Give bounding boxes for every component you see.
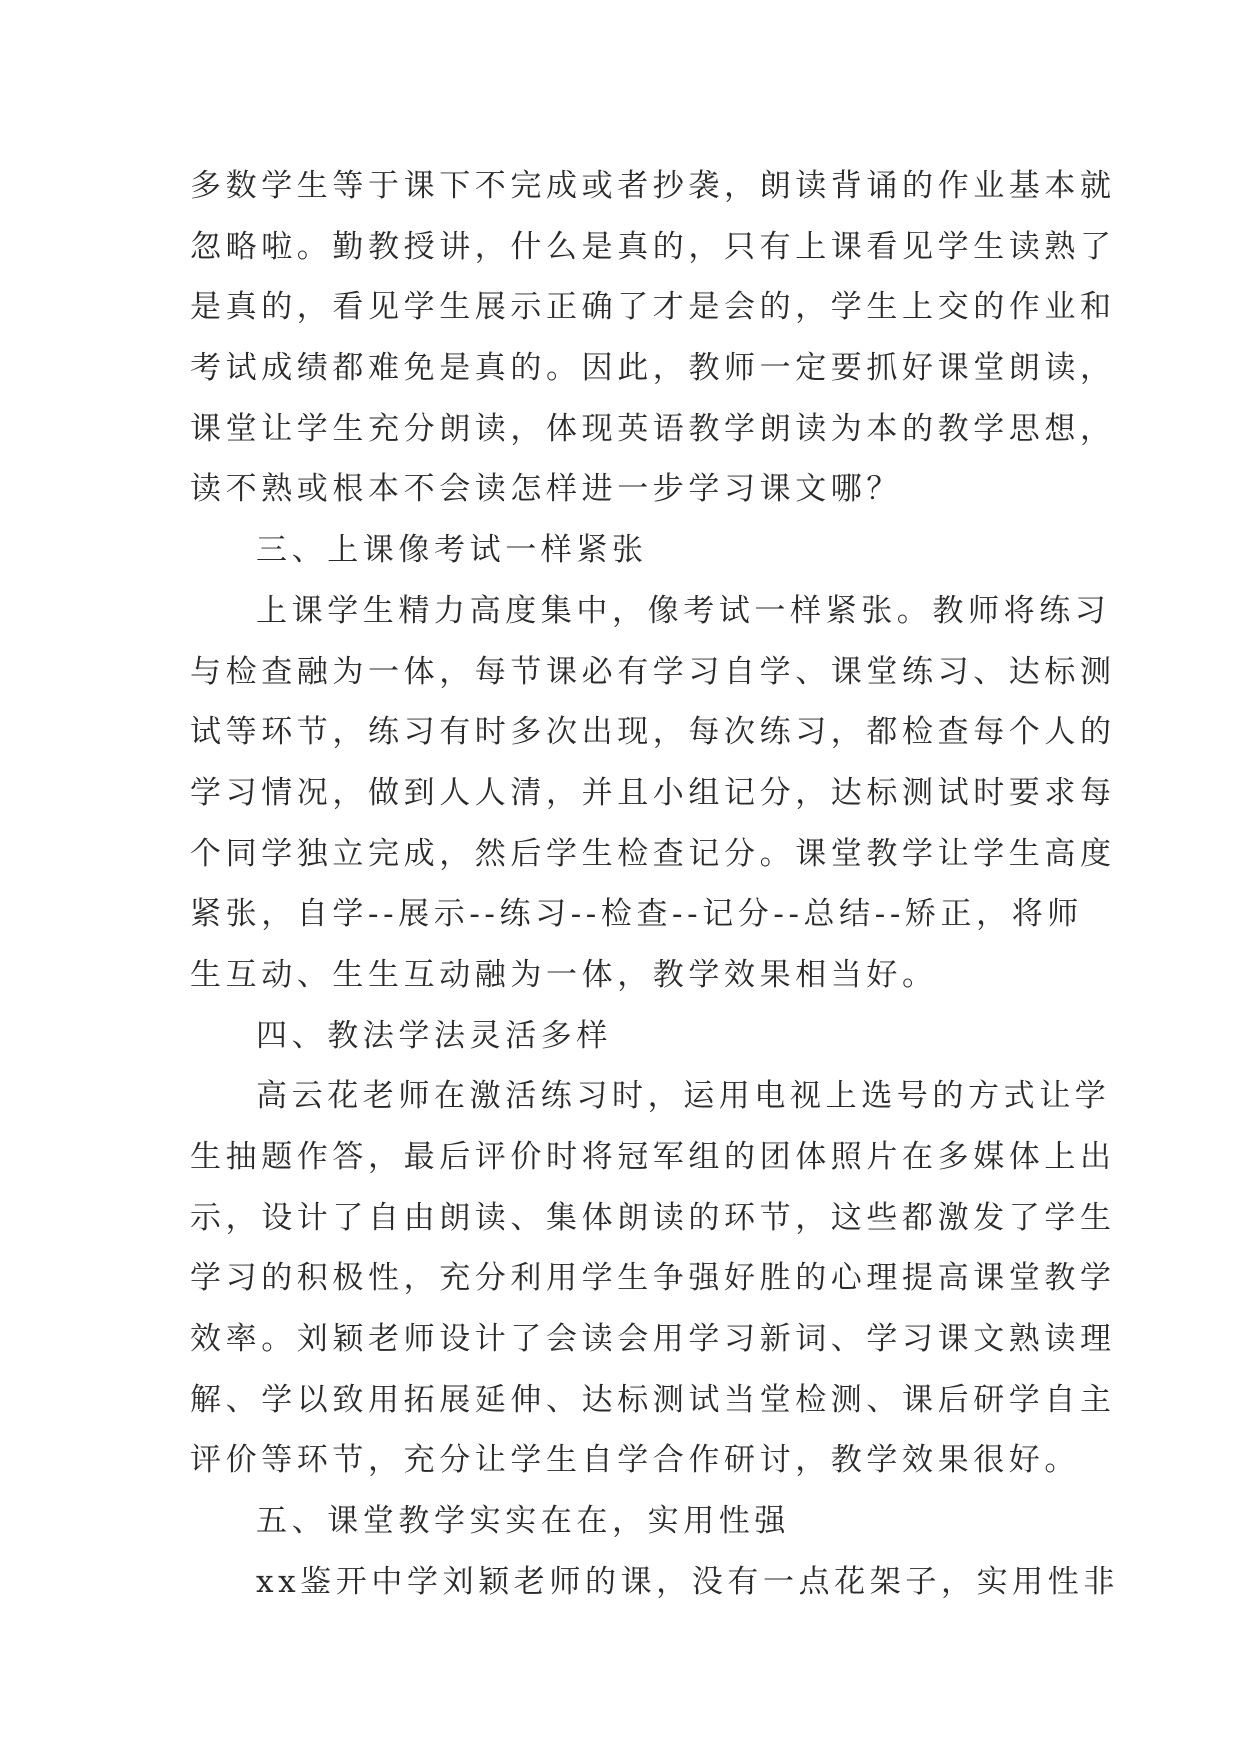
- text-line: 五、课堂教学实实在在，实用性强: [256, 1503, 790, 1540]
- text-line: 解、学以致用拓展延伸、达标测试当堂检测、课后研学自主: [190, 1381, 1116, 1418]
- text-line: 课堂让学生充分朗读，体现英语教学朗读为本的教学思想，: [190, 410, 1116, 447]
- text-line: 试等环节，练习有时多次出现，每次练习，都检查每个人的: [190, 714, 1116, 751]
- text-line: 生互动、生生互动融为一体，教学效果相当好。: [190, 956, 938, 993]
- text-line: 学习情况，做到人人清，并且小组记分，达标测试时要求每: [190, 774, 1116, 811]
- text-line: 高云花老师在激活练习时，运用电视上选号的方式让学: [256, 1078, 1111, 1115]
- text-line: 紧张，自学--展示--练习--检查--记分--总结--矫正，将师: [190, 896, 1083, 933]
- text-line: xx鉴开中学刘颖老师的课，没有一点花架子，实用性非: [256, 1563, 1119, 1600]
- text-line: 三、上课像考试一样紧张: [256, 532, 648, 569]
- text-line: 考试成绩都难免是真的。因此，教师一定要抓好课堂朗读，: [190, 350, 1116, 387]
- text-line: 个同学独立完成，然后学生检查记分。课堂教学让学生高度: [190, 835, 1116, 872]
- text-line: 多数学生等于课下不完成或者抄袭，朗读背诵的作业基本就: [190, 168, 1116, 204]
- text-line: 与检查融为一体，每节课必有学习自学、课堂练习、达标测: [190, 653, 1116, 690]
- text-line: 效率。刘颖老师设计了会读会用学习新词、学习课文熟读理: [190, 1321, 1116, 1358]
- text-line: 生抽题作答，最后评价时将冠军组的团体照片在多媒体上出: [190, 1139, 1116, 1175]
- text-line: 上课学生精力高度集中，像考试一样紧张。教师将练习: [256, 592, 1111, 629]
- text-line: 四、教法学法灵活多样: [256, 1017, 612, 1054]
- body-text: [190, 156, 1119, 1613]
- text-line: 学习的积极性，充分利用学生争强好胜的心理提高课堂教学: [190, 1260, 1116, 1297]
- text-line: 忽略啦。勤教授讲，什么是真的，只有上课看见学生读熟了: [190, 228, 1116, 265]
- text-line: 读不熟或根本不会读怎样进一步学习课文哪？: [190, 471, 902, 508]
- text-line: 评价等环节，充分让学生自学合作研讨，教学效果很好。: [190, 1442, 1080, 1479]
- text-line: 是真的，看见学生展示正确了才是会的，学生上交的作业和: [190, 289, 1116, 326]
- text-line: 示，设计了自由朗读、集体朗读的环节，这些都激发了学生: [190, 1199, 1116, 1236]
